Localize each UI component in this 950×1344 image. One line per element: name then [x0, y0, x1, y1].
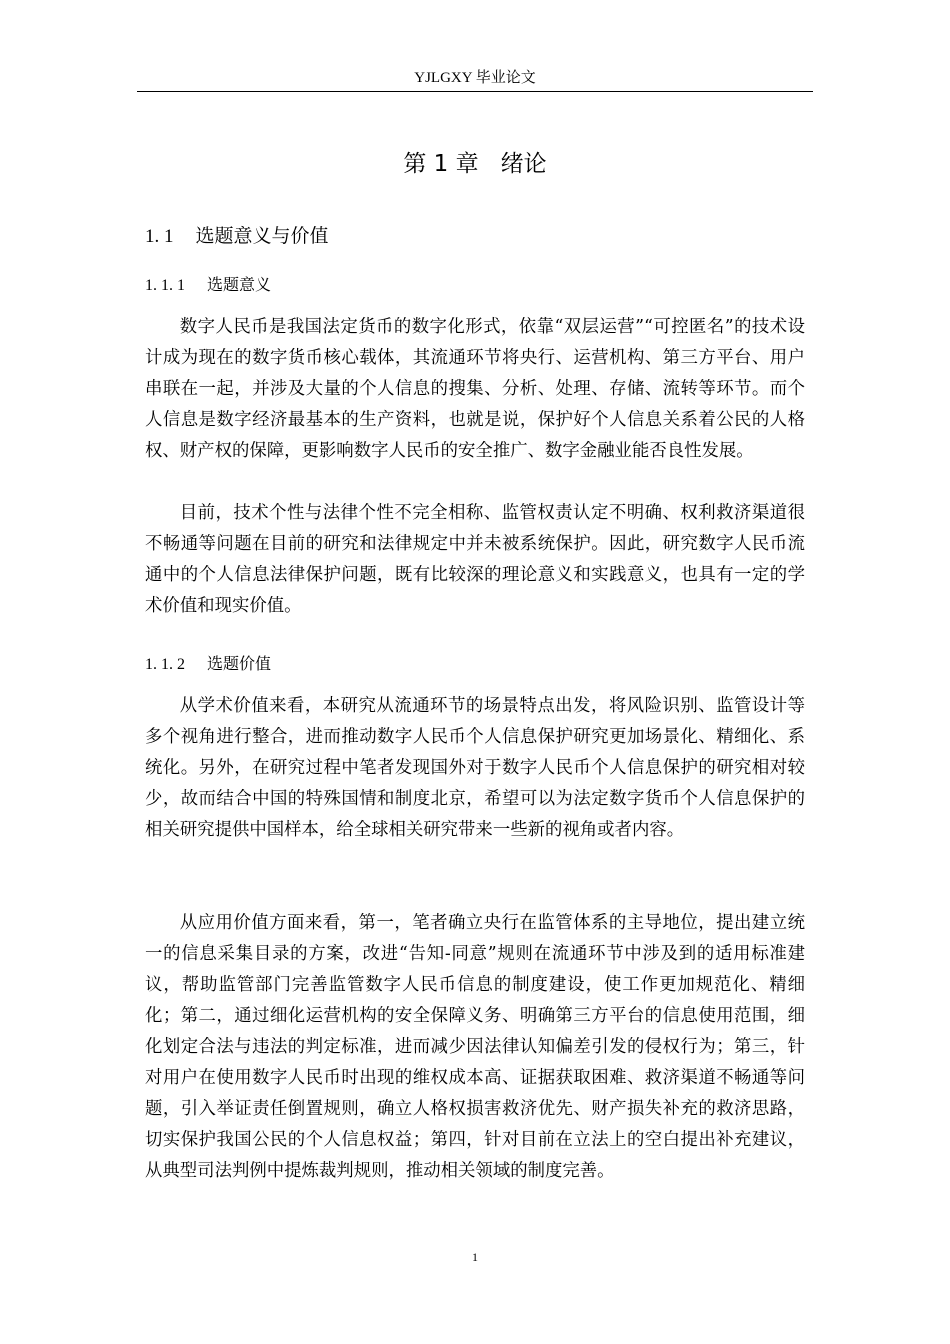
- header-divider: [137, 91, 813, 92]
- subsection-title: 选题价值: [207, 654, 272, 673]
- subsection-number: 1. 1. 1: [145, 277, 185, 294]
- paragraph-significance-1: 数字人民币是我国法定货币的数字化形式，依靠“双层运营”“可控匿名”的技术设计成为现在的数字货币核心载体，其流通环节将央行、运营机构、第三方平台、用户串联在一起，并涉及大量的个人信息的搜集、分析、处理、存储、流转等环节。而个人信息是数字经济最基本的生产资料，也就是说，保护好个人信息关系着公民的人格权、财产权的保障，更影响数字人民币的安全推广、数字金融业能否良性发展。: [145, 317, 805, 461]
- subsection-number: 1. 1. 2: [145, 656, 185, 673]
- paragraph-value-1: 从学术价值来看，本研究从流通环节的场景特点出发，将风险识别、监管设计等多个视角进行整合，进而推动数字人民币个人信息保护研究更加场景化、精细化、系统化。另外，在研究过程中笔者发现国外对于数字人民币个人信息保护的研究相对较少，故而结合中国的特殊国情和制度北京，希望可以为法定数字货币个人信息保护的相关研究提供中国样本，给全球相关研究带来一些新的视角或者内容。: [145, 696, 805, 840]
- running-header: YJLGXY 毕业论文: [414, 70, 536, 86]
- paragraph-value-2: 从应用价值方面来看，第一，笔者确立央行在监管体系的主导地位，提出建立统一的信息采集目录的方案，改进“告知-同意”规则在流通环节中涉及到的适用标准建议，帮助监管部门完善监管数字人民币信息的制度建设，使工作更加规范化、精细化；第二，通过细化运营机构的安全保障义务、明确第三方平台的信息使用范围，细化划定合法与违法的判定标准，进而减少因法律认知偏差引发的侵权行为；第三，针对用户在使用数字人民币时出现的维权成本高、证据获取困难、救济渠道不畅通等问题，引入举证责任倒置规则，确立人格权损害救济优先、财产损失补充的救济思路，切实保护我国公民的个人信息权益；第四，针对目前在立法上的空白提出补充建议，从典型司法判例中提炼裁判规则，推动相关领域的制度完善。: [145, 913, 805, 1181]
- paragraph-significance-2: 目前，技术个性与法律个性不完全相称、监管权责认定不明确、权利救济渠道很不畅通等问题在目前的研究和法律规定中并未被系统保护。因此，研究数字人民币流通中的个人信息法律保护问题，既有比较深的理论意义和实践意义，也具有一定的学术价值和现实价值。: [145, 503, 805, 616]
- chapter-title: [0, 146, 950, 182]
- subsection-title: 选题意义: [207, 275, 272, 294]
- section-number: 1. 1: [145, 226, 174, 247]
- chapter-number: 第 1 章: [403, 151, 479, 177]
- subsection-heading-1-1-2: [145, 652, 271, 677]
- page-number: 1: [472, 1250, 478, 1264]
- chapter-name: 绪论: [500, 151, 547, 177]
- section-heading-1-1: [145, 222, 329, 251]
- section-title: 选题意义与价值: [195, 225, 329, 247]
- subsection-heading-1-1-1: [145, 273, 271, 298]
